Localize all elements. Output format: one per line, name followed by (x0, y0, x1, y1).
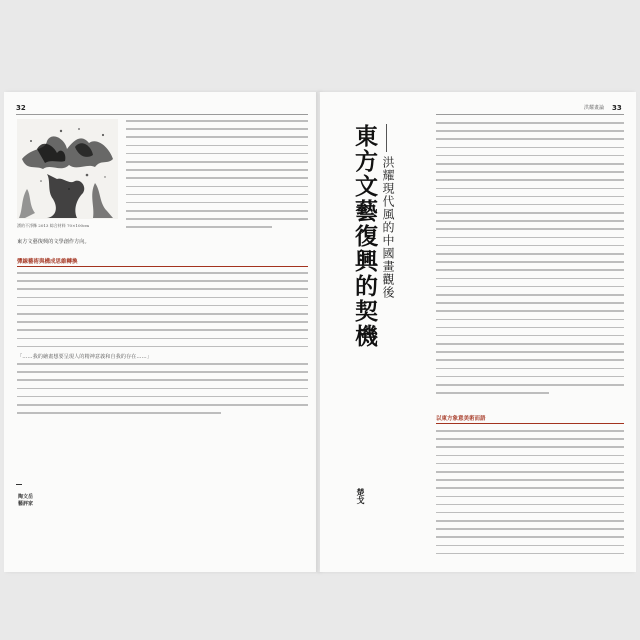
right-body-text-block-2 (436, 430, 624, 561)
author-box-role: 藝評家 (18, 501, 34, 507)
left-section-heading: 彈線藝術與構成思維轉換 (17, 259, 78, 265)
right-body-text-block-1 (436, 122, 624, 400)
ink-splash-illustration (17, 119, 118, 219)
spread-title: 東方文藝復興的契機 (351, 124, 377, 349)
spread-author: 楚戈 (356, 488, 366, 504)
left-body-text-block-2 (17, 363, 308, 420)
left-section-rule (17, 266, 308, 267)
author-box (18, 494, 33, 508)
ink-artwork-image (17, 119, 118, 219)
subtitle-rule (386, 124, 387, 152)
author-box-name: 陶文岳 (18, 494, 34, 500)
right-section-rule (436, 423, 624, 424)
author-box-rule (16, 484, 22, 485)
right-header-rule (436, 114, 624, 115)
left-column-text-block (126, 120, 308, 235)
left-page-number: 32 (16, 104, 26, 112)
quote-line: 「……我的繪畫想要呈現人的精神意義和自我的存在……」 (17, 354, 152, 360)
right-page-number: 33 (612, 104, 622, 112)
left-page (4, 92, 320, 572)
left-body-text-block-1 (17, 272, 308, 354)
running-head: 洪耀畫論 (584, 105, 605, 111)
right-section-heading: 以東方象意美術而語 (436, 416, 486, 422)
figure-text-tail: 東方文藝復興的文學創作方向。 (17, 239, 90, 245)
left-header-rule (16, 114, 308, 115)
image-caption: 湧的不淨飾 2013 綜合材料 70×100cm (17, 223, 90, 228)
spread-subtitle: 洪耀現代風的中國畫觀後 (381, 156, 395, 299)
